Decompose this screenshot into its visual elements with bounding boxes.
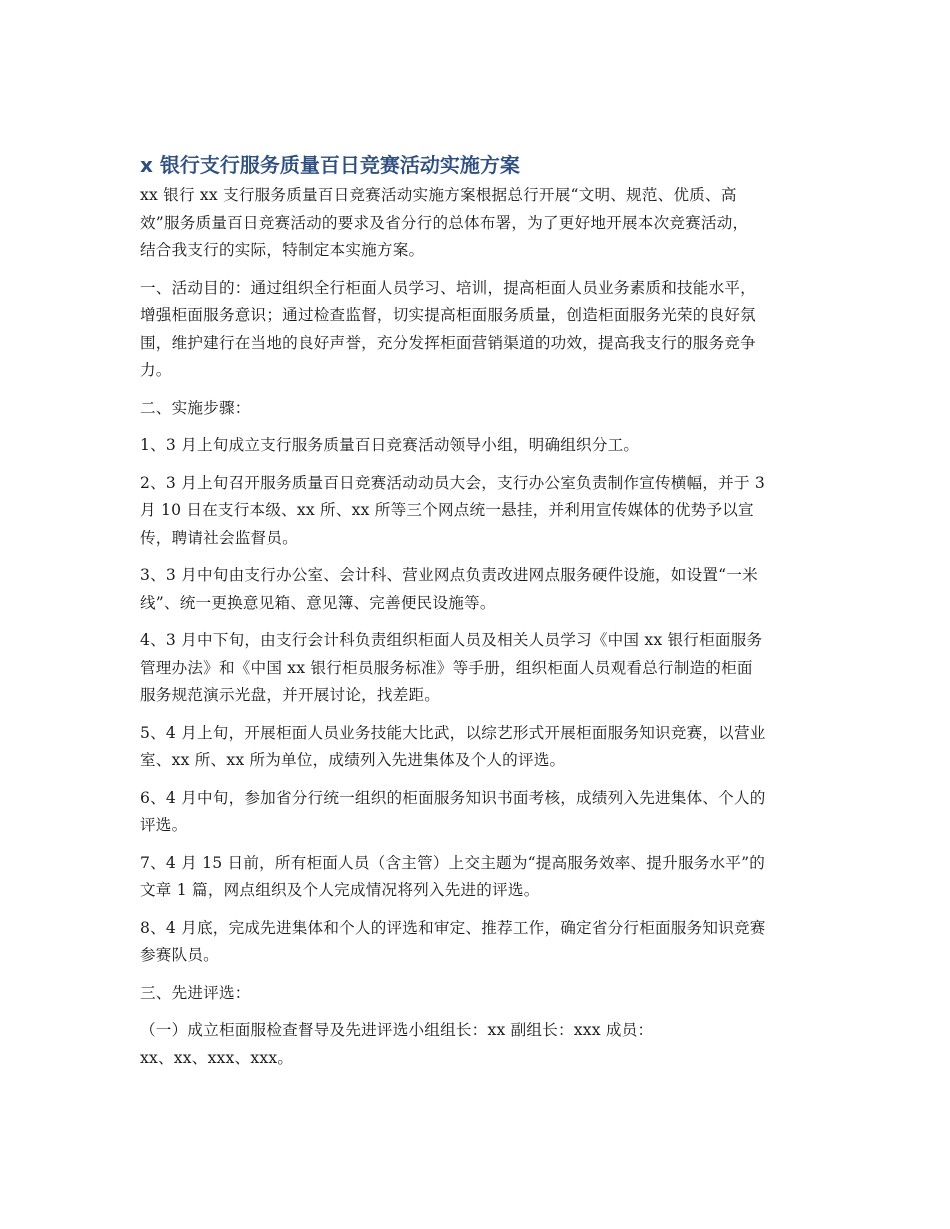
step-5 xyxy=(140,720,812,775)
intro-line: 效”服务质量百日竞赛活动的要求及省分行的总体布署，为了更好地开展本次竞赛活动， xyxy=(140,213,749,232)
step-6 xyxy=(140,785,812,840)
purpose-line: 围，维护建行在当地的良好声誉，充分发挥柜面营销渠道的功效，提高我支行的服务竞争 xyxy=(140,333,756,352)
selection-paragraph xyxy=(140,1017,812,1072)
step-line: 服务规范演示光盘，并开展讨论，找差距。 xyxy=(140,686,441,704)
selection-heading: 三、先进评选： xyxy=(140,983,251,1002)
purpose-paragraph xyxy=(140,275,812,385)
document-title: x 银行支行服务质量百日竞赛活动实施方案 xyxy=(140,153,520,177)
step-line: 文章 1 篇，网点组织及个人完成情况将列入先进的评选。 xyxy=(140,881,540,899)
step-3 xyxy=(140,562,812,617)
step-2 xyxy=(140,470,812,553)
purpose-line: 一、活动目的：通过组织全行柜面人员学习、培训，提高柜面人员业务素质和技能水平， xyxy=(140,278,756,297)
step-line: 参赛队员。 xyxy=(140,946,219,964)
intro-line: 结合我支行的实际，特制定本实施方案。 xyxy=(140,241,425,259)
selection-line: xx、xx、xxx、xxx。 xyxy=(140,1048,294,1067)
step-4 xyxy=(140,627,812,710)
step-8 xyxy=(140,915,812,970)
step-line: 8、4 月底，完成先进集体和个人的评选和审定、推荐工作，确定省分行柜面服务知识竞赛 xyxy=(140,918,766,937)
selection-line: （一）成立柜面服检查督导及先进评选小组组长：xx 副组长：xxx 成员： xyxy=(140,1021,654,1039)
step-line: 5、4 月上旬，开展柜面人员业务技能大比武，以综艺形式开展柜面服务知识竞赛，以营业 xyxy=(140,723,766,742)
step-line: 6、4 月中旬，参加省分行统一组织的柜面服务知识书面考核，成绩列入先进集体、个人的 xyxy=(140,788,766,807)
step-line: 月 10 日在支行本级、xx 所、xx 所等三个网点统一悬挂，并利用宣传媒体的优势予以宣 xyxy=(140,501,754,519)
document-page xyxy=(140,150,812,1082)
step-line: 2、3 月上旬召开服务质量百日竞赛活动动员大会，支行办公室负责制作宣传横幅，并于 3 xyxy=(140,473,766,492)
step-1: 1、3 月上旬成立支行服务质量百日竞赛活动领导小组，明确组织分工。 xyxy=(140,436,640,454)
step-line: 4、3 月中下旬，由支行会计科负责组织柜面人员及相关人员学习《中国 xx 银行柜面服务 xyxy=(140,631,763,649)
intro-line: xx 银行 xx 支行服务质量百日竞赛活动实施方案根据总行开展“文明、规范、优质、高 xyxy=(140,186,737,204)
intro-paragraph xyxy=(140,182,812,265)
steps-heading: 二、实施步骤： xyxy=(140,398,251,417)
step-line: 评选。 xyxy=(140,816,188,834)
step-line: 3、3 月中旬由支行办公室、会计科、营业网点负责改进网点服务硬件设施，如设置“一米 xyxy=(140,566,758,584)
step-line: 室、xx 所、xx 所为单位，成绩列入先进集体及个人的评选。 xyxy=(140,751,566,769)
step-line: 传，聘请社会监督员。 xyxy=(140,528,298,547)
step-7 xyxy=(140,850,812,905)
step-line: 线”、统一更换意见箱、意见簿、完善便民设施等。 xyxy=(140,593,496,612)
step-line: 管理办法》和《中国 xx 银行柜员服务标准》等手册，组织柜面人员观看总行制造的柜面 xyxy=(140,658,753,677)
purpose-line: 增强柜面服务意识；通过检查监督，切实提高柜面服务质量，创造柜面服务光荣的良好氛 xyxy=(140,306,756,324)
purpose-line: 力。 xyxy=(140,361,172,379)
step-line: 7、4 月 15 日前，所有柜面人员（含主管）上交主题为“提高服务效率、提升服务水平”的 xyxy=(140,853,766,872)
